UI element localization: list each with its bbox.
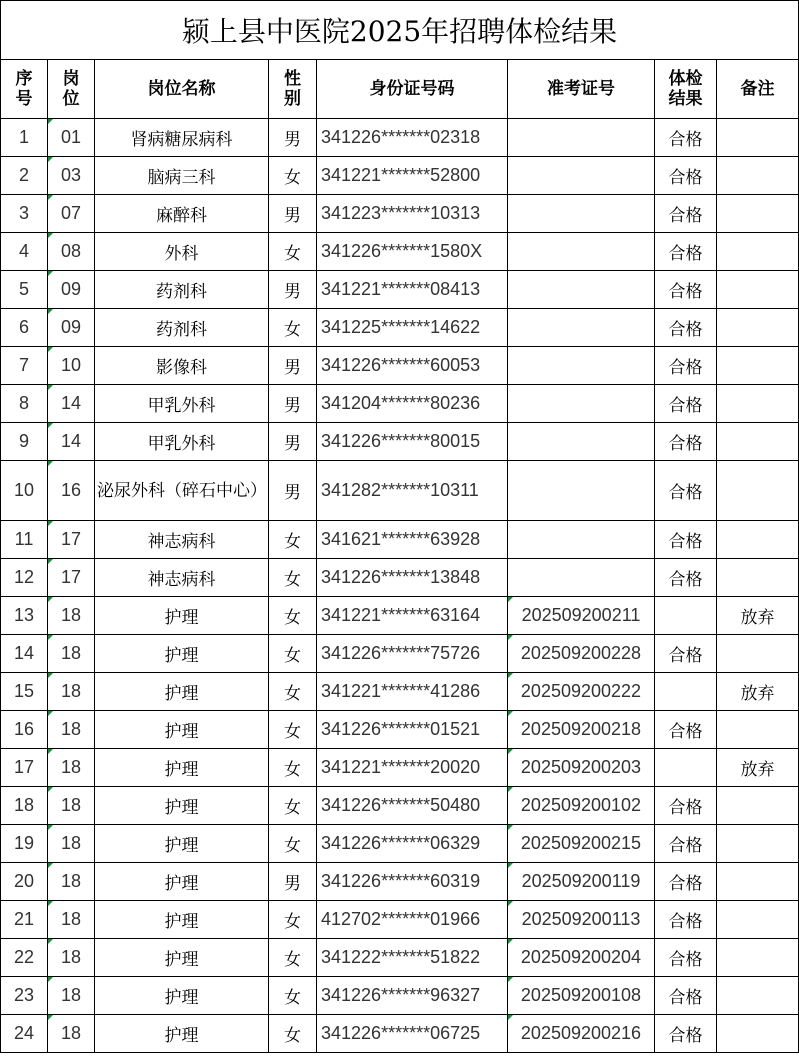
cell-post-code: 16 [48, 461, 95, 521]
cell-result: 合格 [655, 559, 717, 597]
cell-exam-number: 202509200211 [508, 597, 655, 635]
cell-post-name: 护理 [95, 597, 269, 635]
cell-gender: 女 [269, 157, 317, 195]
cell-seq: 17 [1, 749, 48, 787]
cell-id-number: 341221*******63164 [317, 597, 508, 635]
cell-id-number: 341226*******50480 [317, 787, 508, 825]
cell-seq: 6 [1, 309, 48, 347]
cell-post-name: 甲乳外科 [95, 385, 269, 423]
cell-result [655, 597, 717, 635]
cell-post-name: 甲乳外科 [95, 423, 269, 461]
cell-id-number: 412702*******01966 [317, 901, 508, 939]
table-row [1, 423, 799, 461]
cell-seq: 18 [1, 787, 48, 825]
cell-gender: 女 [269, 673, 317, 711]
cell-remark [717, 271, 799, 309]
cell-exam-number: 202509200119 [508, 863, 655, 901]
table-row [1, 119, 799, 157]
cell-remark [717, 977, 799, 1015]
header-row [1, 60, 799, 119]
cell-exam-number: 202509200215 [508, 825, 655, 863]
header-id-number: 身份证号码 [317, 60, 508, 119]
cell-id-number: 341226*******96327 [317, 977, 508, 1015]
table-row [1, 673, 799, 711]
cell-exam-number [508, 233, 655, 271]
cell-result: 合格 [655, 863, 717, 901]
cell-result: 合格 [655, 787, 717, 825]
cell-gender: 男 [269, 271, 317, 309]
cell-post-code: 14 [48, 423, 95, 461]
cell-id-number: 341621*******63928 [317, 521, 508, 559]
cell-gender: 女 [269, 711, 317, 749]
cell-exam-number: 202509200203 [508, 749, 655, 787]
cell-exam-number: 202509200204 [508, 939, 655, 977]
cell-seq: 10 [1, 461, 48, 521]
cell-post-code: 10 [48, 347, 95, 385]
cell-remark [717, 825, 799, 863]
cell-exam-number: 202509200113 [508, 901, 655, 939]
cell-gender: 男 [269, 119, 317, 157]
cell-result: 合格 [655, 711, 717, 749]
cell-post-code: 18 [48, 863, 95, 901]
cell-result [655, 749, 717, 787]
cell-exam-number [508, 385, 655, 423]
cell-remark [717, 559, 799, 597]
cell-post-code: 18 [48, 901, 95, 939]
cell-post-name: 护理 [95, 787, 269, 825]
cell-post-code: 18 [48, 939, 95, 977]
cell-remark [717, 521, 799, 559]
cell-post-code: 18 [48, 635, 95, 673]
cell-result: 合格 [655, 977, 717, 1015]
cell-seq: 16 [1, 711, 48, 749]
cell-post-code: 14 [48, 385, 95, 423]
table-row [1, 271, 799, 309]
cell-id-number: 341226*******60053 [317, 347, 508, 385]
cell-post-name: 影像科 [95, 347, 269, 385]
cell-post-code: 08 [48, 233, 95, 271]
cell-post-code: 18 [48, 825, 95, 863]
cell-result: 合格 [655, 195, 717, 233]
cell-id-number: 341226*******06329 [317, 825, 508, 863]
cell-post-name: 泌尿外科（碎石中心） [95, 461, 269, 521]
table-row [1, 597, 799, 635]
cell-post-code: 03 [48, 157, 95, 195]
cell-id-number: 341226*******13848 [317, 559, 508, 597]
cell-post-name: 护理 [95, 939, 269, 977]
cell-post-code: 18 [48, 711, 95, 749]
cell-id-number: 341226*******60319 [317, 863, 508, 901]
cell-post-code: 01 [48, 119, 95, 157]
cell-post-name: 肾病糖尿病科 [95, 119, 269, 157]
table-row [1, 385, 799, 423]
header-gender: 性 别 [269, 60, 317, 119]
cell-result: 合格 [655, 119, 717, 157]
cell-exam-number [508, 119, 655, 157]
table-row [1, 749, 799, 787]
cell-post-code: 18 [48, 1015, 95, 1053]
cell-post-code: 18 [48, 673, 95, 711]
cell-post-name: 护理 [95, 635, 269, 673]
cell-remark [717, 863, 799, 901]
table-row [1, 825, 799, 863]
header-post-name: 岗位名称 [95, 60, 269, 119]
table-row [1, 461, 799, 521]
cell-seq: 13 [1, 597, 48, 635]
table-row [1, 939, 799, 977]
cell-post-code: 17 [48, 521, 95, 559]
cell-post-name: 脑病三科 [95, 157, 269, 195]
cell-id-number: 341226*******1580X [317, 233, 508, 271]
cell-post-name: 护理 [95, 977, 269, 1015]
cell-gender: 男 [269, 863, 317, 901]
cell-remark: 放弃 [717, 673, 799, 711]
cell-id-number: 341282*******10311 [317, 461, 508, 521]
cell-seq: 8 [1, 385, 48, 423]
cell-remark [717, 461, 799, 521]
cell-seq: 22 [1, 939, 48, 977]
cell-gender: 女 [269, 901, 317, 939]
cell-id-number: 341221*******08413 [317, 271, 508, 309]
cell-post-code: 17 [48, 559, 95, 597]
cell-id-number: 341226*******06725 [317, 1015, 508, 1053]
cell-post-name: 护理 [95, 825, 269, 863]
cell-seq: 23 [1, 977, 48, 1015]
cell-exam-number [508, 559, 655, 597]
table-row [1, 347, 799, 385]
cell-seq: 21 [1, 901, 48, 939]
cell-seq: 1 [1, 119, 48, 157]
cell-post-code: 18 [48, 597, 95, 635]
cell-remark: 放弃 [717, 597, 799, 635]
cell-gender: 女 [269, 939, 317, 977]
page-title: 颍上县中医院2025年招聘体检结果 [1, 1, 799, 60]
cell-result: 合格 [655, 939, 717, 977]
table-row [1, 233, 799, 271]
cell-gender: 男 [269, 347, 317, 385]
cell-post-name: 护理 [95, 1015, 269, 1053]
table-row [1, 977, 799, 1015]
cell-exam-number [508, 461, 655, 521]
cell-gender: 男 [269, 461, 317, 521]
cell-gender: 女 [269, 597, 317, 635]
cell-post-code: 18 [48, 749, 95, 787]
cell-gender: 男 [269, 385, 317, 423]
cell-seq: 15 [1, 673, 48, 711]
cell-result: 合格 [655, 385, 717, 423]
cell-seq: 20 [1, 863, 48, 901]
cell-exam-number: 202509200222 [508, 673, 655, 711]
cell-remark [717, 901, 799, 939]
cell-result: 合格 [655, 1015, 717, 1053]
cell-result: 合格 [655, 521, 717, 559]
cell-result: 合格 [655, 635, 717, 673]
header-seq: 序 号 [1, 60, 48, 119]
table-row [1, 863, 799, 901]
cell-remark [717, 233, 799, 271]
cell-id-number: 341204*******80236 [317, 385, 508, 423]
cell-seq: 19 [1, 825, 48, 863]
cell-result: 合格 [655, 423, 717, 461]
cell-id-number: 341221*******20020 [317, 749, 508, 787]
cell-id-number: 341225*******14622 [317, 309, 508, 347]
cell-remark [717, 635, 799, 673]
cell-id-number: 341222*******51822 [317, 939, 508, 977]
cell-id-number: 341221*******41286 [317, 673, 508, 711]
header-result: 体检 结果 [655, 60, 717, 119]
cell-post-code: 18 [48, 977, 95, 1015]
table-row [1, 559, 799, 597]
cell-post-name: 神志病科 [95, 559, 269, 597]
cell-gender: 男 [269, 195, 317, 233]
cell-exam-number: 202509200102 [508, 787, 655, 825]
cell-id-number: 341221*******52800 [317, 157, 508, 195]
cell-seq: 11 [1, 521, 48, 559]
cell-gender: 男 [269, 423, 317, 461]
table-row [1, 309, 799, 347]
table-row [1, 1015, 799, 1053]
cell-post-name: 护理 [95, 901, 269, 939]
cell-gender: 女 [269, 309, 317, 347]
cell-remark [717, 939, 799, 977]
cell-gender: 女 [269, 787, 317, 825]
cell-remark [717, 385, 799, 423]
cell-post-code: 09 [48, 271, 95, 309]
table-row [1, 521, 799, 559]
cell-post-name: 神志病科 [95, 521, 269, 559]
cell-id-number: 341226*******80015 [317, 423, 508, 461]
table-row [1, 787, 799, 825]
cell-result: 合格 [655, 309, 717, 347]
header-exam-number: 准考证号 [508, 60, 655, 119]
cell-post-name: 外科 [95, 233, 269, 271]
cell-exam-number: 202509200218 [508, 711, 655, 749]
cell-seq: 24 [1, 1015, 48, 1053]
cell-result: 合格 [655, 461, 717, 521]
cell-seq: 3 [1, 195, 48, 233]
header-post-code: 岗 位 [48, 60, 95, 119]
table-row [1, 195, 799, 233]
cell-post-name: 护理 [95, 711, 269, 749]
cell-seq: 2 [1, 157, 48, 195]
table-row [1, 901, 799, 939]
cell-result: 合格 [655, 271, 717, 309]
cell-id-number: 341226*******01521 [317, 711, 508, 749]
cell-remark [717, 1015, 799, 1053]
cell-post-name: 药剂科 [95, 271, 269, 309]
header-remark: 备注 [717, 60, 799, 119]
cell-post-name: 护理 [95, 863, 269, 901]
cell-post-name: 药剂科 [95, 309, 269, 347]
cell-remark: 放弃 [717, 749, 799, 787]
cell-seq: 7 [1, 347, 48, 385]
cell-gender: 女 [269, 977, 317, 1015]
cell-gender: 女 [269, 825, 317, 863]
cell-result: 合格 [655, 347, 717, 385]
cell-remark [717, 309, 799, 347]
cell-exam-number [508, 347, 655, 385]
cell-gender: 女 [269, 233, 317, 271]
cell-post-name: 麻醉科 [95, 195, 269, 233]
cell-gender: 女 [269, 749, 317, 787]
cell-gender: 女 [269, 521, 317, 559]
table-row [1, 157, 799, 195]
cell-seq: 12 [1, 559, 48, 597]
cell-seq: 14 [1, 635, 48, 673]
cell-id-number: 341226*******75726 [317, 635, 508, 673]
cell-result [655, 673, 717, 711]
table-row [1, 711, 799, 749]
cell-gender: 女 [269, 635, 317, 673]
cell-exam-number [508, 521, 655, 559]
cell-result: 合格 [655, 157, 717, 195]
cell-remark [717, 157, 799, 195]
cell-id-number: 341226*******02318 [317, 119, 508, 157]
cell-remark [717, 787, 799, 825]
cell-post-code: 18 [48, 787, 95, 825]
table-body [1, 119, 799, 1053]
cell-post-name: 护理 [95, 749, 269, 787]
cell-exam-number: 202509200108 [508, 977, 655, 1015]
cell-post-name: 护理 [95, 673, 269, 711]
cell-post-code: 07 [48, 195, 95, 233]
cell-seq: 9 [1, 423, 48, 461]
cell-exam-number [508, 309, 655, 347]
cell-result: 合格 [655, 901, 717, 939]
table-row [1, 635, 799, 673]
cell-id-number: 341223*******10313 [317, 195, 508, 233]
cell-remark [717, 711, 799, 749]
cell-gender: 女 [269, 1015, 317, 1053]
cell-exam-number: 202509200228 [508, 635, 655, 673]
cell-post-code: 09 [48, 309, 95, 347]
cell-gender: 女 [269, 559, 317, 597]
cell-exam-number [508, 423, 655, 461]
cell-exam-number: 202509200216 [508, 1015, 655, 1053]
cell-exam-number [508, 271, 655, 309]
cell-result: 合格 [655, 825, 717, 863]
cell-exam-number [508, 157, 655, 195]
cell-result: 合格 [655, 233, 717, 271]
cell-remark [717, 347, 799, 385]
cell-remark [717, 119, 799, 157]
cell-seq: 4 [1, 233, 48, 271]
cell-seq: 5 [1, 271, 48, 309]
cell-exam-number [508, 195, 655, 233]
cell-remark [717, 195, 799, 233]
cell-remark [717, 423, 799, 461]
